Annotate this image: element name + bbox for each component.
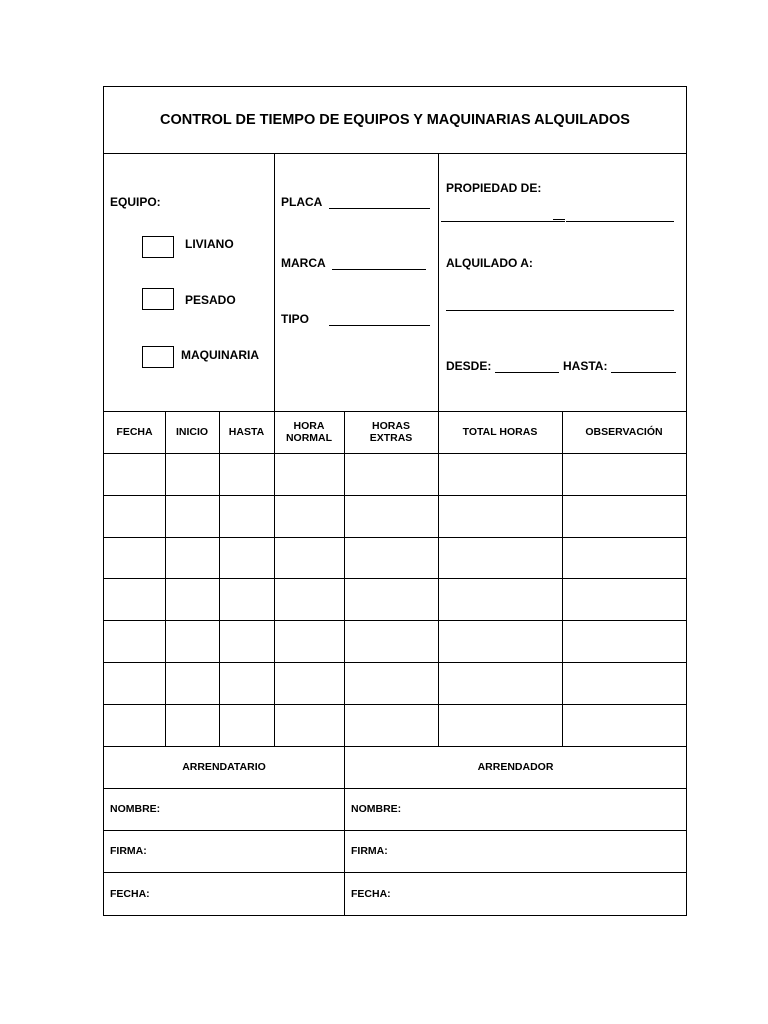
table-cell-horas-extras[interactable] bbox=[345, 579, 437, 619]
table-cell-fecha[interactable] bbox=[105, 538, 164, 578]
table-cell-fecha[interactable] bbox=[105, 705, 164, 745]
alquilado-label: ALQUILADO A: bbox=[446, 256, 533, 270]
table-cell-inicio[interactable] bbox=[166, 579, 218, 619]
table-cell-observacion[interactable] bbox=[563, 579, 685, 619]
table-cell-total-horas[interactable] bbox=[439, 454, 561, 494]
hasta-field[interactable] bbox=[611, 372, 676, 373]
table-cell-horas-extras[interactable] bbox=[345, 496, 437, 536]
column-header-observacion: OBSERVACIÓN bbox=[585, 426, 663, 438]
table-cell-horas-extras[interactable] bbox=[345, 538, 437, 578]
arrendador-heading: ARRENDADOR bbox=[477, 761, 554, 773]
divider bbox=[104, 153, 686, 154]
table-cell-total-horas[interactable] bbox=[439, 663, 561, 703]
table-cell-inicio[interactable] bbox=[166, 538, 218, 578]
liviano-label: LIVIANO bbox=[185, 237, 234, 251]
table-cell-inicio[interactable] bbox=[166, 621, 218, 661]
tipo-label: TIPO bbox=[281, 312, 310, 326]
table-cell-total-horas[interactable] bbox=[439, 496, 561, 536]
table-cell-hasta[interactable] bbox=[220, 663, 273, 703]
propiedad-label: PROPIEDAD DE: bbox=[446, 181, 542, 195]
placa-field[interactable] bbox=[329, 208, 430, 209]
arrendatario-nombre-field[interactable]: NOMBRE: bbox=[110, 803, 161, 815]
table-cell-fecha[interactable] bbox=[105, 579, 164, 619]
table-cell-hasta[interactable] bbox=[220, 579, 273, 619]
table-cell-fecha[interactable] bbox=[105, 496, 164, 536]
table-cell-observacion[interactable] bbox=[563, 621, 685, 661]
tipo-field[interactable] bbox=[329, 325, 430, 326]
table-cell-inicio[interactable] bbox=[166, 705, 218, 745]
table-cell-hora-normal[interactable] bbox=[275, 579, 343, 619]
column-header-fecha: FECHA bbox=[116, 426, 153, 438]
table-cell-total-horas[interactable] bbox=[439, 538, 561, 578]
table-cell-hora-normal[interactable] bbox=[275, 496, 343, 536]
table-cell-total-horas[interactable] bbox=[439, 621, 561, 661]
table-cell-observacion[interactable] bbox=[563, 454, 685, 494]
table-cell-inicio[interactable] bbox=[166, 496, 218, 536]
pesado-checkbox[interactable] bbox=[142, 288, 174, 310]
table-cell-inicio[interactable] bbox=[166, 663, 218, 703]
liviano-checkbox[interactable] bbox=[142, 236, 174, 258]
table-cell-horas-extras[interactable] bbox=[345, 454, 437, 494]
table-cell-hasta[interactable] bbox=[220, 705, 273, 745]
table-cell-observacion[interactable] bbox=[563, 663, 685, 703]
arrendatario-heading: ARRENDATARIO bbox=[182, 761, 266, 773]
form-title: CONTROL DE TIEMPO DE EQUIPOS Y MAQUINARIAS ALQUILADOS bbox=[160, 112, 630, 128]
arrendador-fecha-field[interactable]: FECHA: bbox=[351, 887, 391, 900]
table-cell-hasta[interactable] bbox=[220, 454, 273, 494]
rental-time-control-form bbox=[103, 86, 687, 916]
pesado-label: PESADO bbox=[185, 293, 236, 307]
table-cell-horas-extras[interactable] bbox=[345, 705, 437, 745]
table-cell-hora-normal[interactable] bbox=[275, 705, 343, 745]
table-cell-horas-extras[interactable] bbox=[345, 663, 437, 703]
propiedad-field-mark bbox=[553, 219, 565, 220]
arrendatario-fecha-field[interactable]: FECHA: bbox=[110, 887, 150, 900]
column-header-hasta: HASTA bbox=[228, 426, 265, 438]
equipment-label: EQUIPO: bbox=[110, 195, 161, 209]
table-cell-fecha[interactable] bbox=[105, 454, 164, 494]
table-cell-hora-normal[interactable] bbox=[275, 454, 343, 494]
table-cell-observacion[interactable] bbox=[563, 538, 685, 578]
arrendador-nombre-field[interactable]: NOMBRE: bbox=[351, 803, 402, 815]
table-cell-fecha[interactable] bbox=[105, 663, 164, 703]
table-cell-observacion[interactable] bbox=[563, 496, 685, 536]
divider bbox=[438, 153, 439, 411]
column-header-hora-normal: HORA NORMAL bbox=[285, 420, 333, 444]
propiedad-field-b[interactable] bbox=[566, 221, 674, 222]
column-header-total-horas: TOTAL HORAS bbox=[462, 426, 538, 438]
column-header-horas-extras: HORAS EXTRAS bbox=[369, 420, 413, 444]
placa-label: PLACA bbox=[281, 195, 323, 209]
table-cell-hora-normal[interactable] bbox=[275, 663, 343, 703]
table-cell-hora-normal[interactable] bbox=[275, 621, 343, 661]
table-cell-total-horas[interactable] bbox=[439, 705, 561, 745]
table-cell-hasta[interactable] bbox=[220, 538, 273, 578]
table-cell-hasta[interactable] bbox=[220, 621, 273, 661]
arrendador-firma-field[interactable]: FIRMA: bbox=[351, 845, 388, 857]
column-header-inicio: INICIO bbox=[175, 426, 209, 438]
propiedad-field-a[interactable] bbox=[441, 221, 565, 222]
table-cell-observacion[interactable] bbox=[563, 705, 685, 745]
desde-field[interactable] bbox=[495, 372, 559, 373]
alquilado-field[interactable] bbox=[446, 310, 674, 311]
maquinaria-label: MAQUINARIA bbox=[181, 348, 259, 362]
table-cell-hora-normal[interactable] bbox=[275, 538, 343, 578]
divider bbox=[274, 153, 275, 411]
table-cell-inicio[interactable] bbox=[166, 454, 218, 494]
table-cell-hasta[interactable] bbox=[220, 496, 273, 536]
hasta-label: HASTA: bbox=[563, 359, 608, 373]
arrendatario-firma-field[interactable]: FIRMA: bbox=[110, 845, 147, 857]
desde-label: DESDE: bbox=[446, 359, 492, 373]
table-cell-fecha[interactable] bbox=[105, 621, 164, 661]
marca-label: MARCA bbox=[281, 256, 326, 270]
maquinaria-checkbox[interactable] bbox=[142, 346, 174, 368]
table-cell-total-horas[interactable] bbox=[439, 579, 561, 619]
marca-field[interactable] bbox=[332, 269, 426, 270]
table-cell-horas-extras[interactable] bbox=[345, 621, 437, 661]
